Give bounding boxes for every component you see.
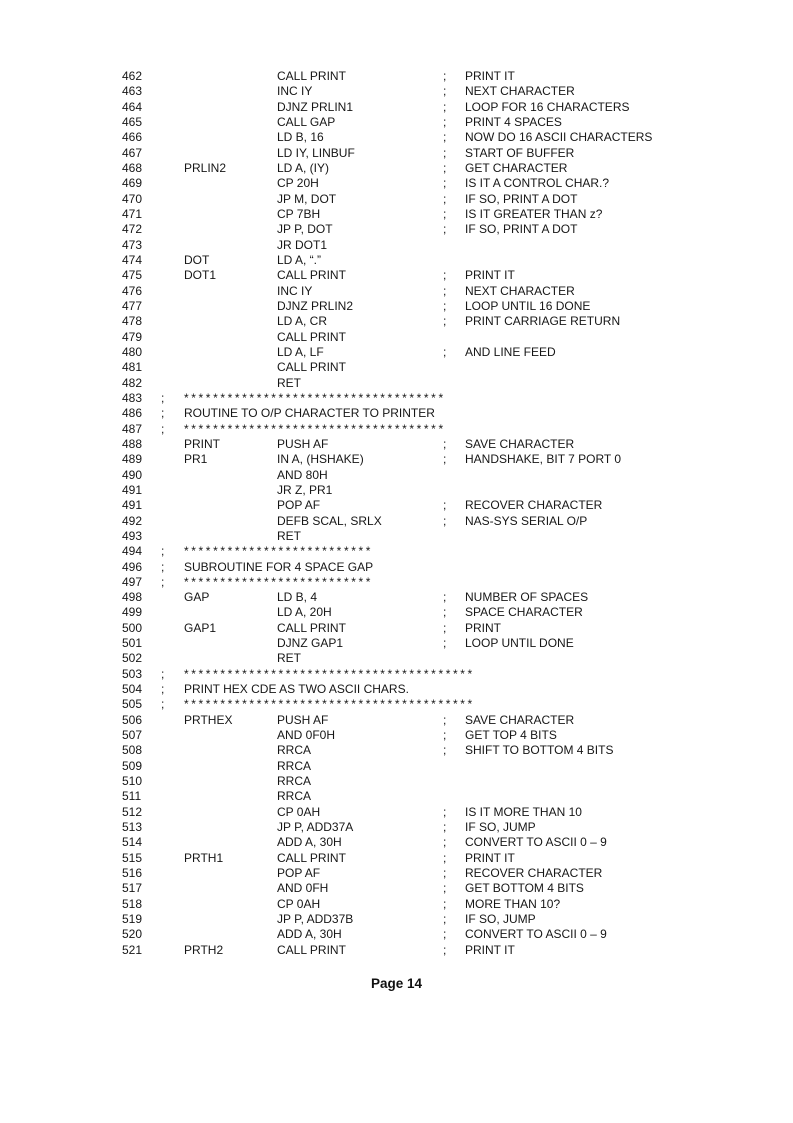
- comment-semicolon: ;: [443, 206, 447, 221]
- comment-divider: ************************************: [184, 421, 446, 436]
- line-number: 513: [122, 820, 143, 835]
- code-label: DOT: [184, 252, 210, 267]
- code-row: [0, 912, 793, 927]
- comment-text: RECOVER CHARACTER: [465, 498, 603, 513]
- comment-semicolon: ;: [443, 268, 447, 283]
- instruction: CALL PRINT: [277, 360, 346, 375]
- line-number: 489: [122, 452, 143, 467]
- line-number: 480: [122, 344, 143, 359]
- instruction: JP P, DOT: [277, 222, 333, 237]
- comment-semicolon: ;: [443, 314, 447, 329]
- instruction: CALL PRINT: [277, 268, 346, 283]
- comment-text: GET TOP 4 BITS: [465, 728, 557, 743]
- line-number: 469: [122, 176, 143, 191]
- code-row: [0, 820, 793, 835]
- line-number: 474: [122, 252, 143, 267]
- comment-semicolon: ;: [443, 145, 447, 160]
- instruction: ADD A, 30H: [277, 927, 342, 942]
- line-number: 494: [122, 544, 143, 559]
- instruction: CP 0AH: [277, 896, 321, 911]
- comment-text: PRINT CARRIAGE RETURN: [465, 314, 621, 329]
- line-number: 504: [122, 682, 143, 697]
- comment-semicolon: ;: [443, 820, 447, 835]
- code-row: [0, 69, 793, 84]
- assembly-code-listing: [0, 69, 793, 958]
- comment-title: PRINT HEX CDE AS TWO ASCII CHARS.: [184, 682, 409, 697]
- code-row: [0, 207, 793, 222]
- code-row: [0, 774, 793, 789]
- comment-semicolon: ;: [443, 436, 447, 451]
- code-row: [0, 881, 793, 896]
- comment-text: PRINT IT: [465, 942, 515, 957]
- code-row: [0, 927, 793, 942]
- line-number: 520: [122, 927, 143, 942]
- code-label: DOT1: [184, 268, 217, 283]
- code-row: [0, 621, 793, 636]
- instruction: IN A, (HSHAKE): [277, 452, 364, 467]
- comment-text: PRINT IT: [465, 268, 515, 283]
- line-number: 497: [122, 574, 143, 589]
- comment-semicolon: ;: [443, 84, 447, 99]
- comment-semicolon: ;: [161, 390, 165, 405]
- instruction: ADD A, 30H: [277, 835, 342, 850]
- code-row: [0, 468, 793, 483]
- line-number: 472: [122, 222, 143, 237]
- code-row: [0, 176, 793, 191]
- instruction: CALL PRINT: [277, 329, 346, 344]
- line-number: 502: [122, 651, 143, 666]
- comment-semicolon: ;: [443, 605, 447, 620]
- line-number: 511: [122, 789, 142, 804]
- instruction: LD A, 20H: [277, 605, 332, 620]
- instruction: LD A, CR: [277, 314, 328, 329]
- line-number: 521: [122, 942, 143, 957]
- code-row: [0, 789, 793, 804]
- comment-semicolon: ;: [161, 697, 165, 712]
- line-number: 507: [122, 728, 143, 743]
- comment-semicolon: ;: [161, 406, 165, 421]
- instruction: RRCA: [277, 758, 312, 773]
- comment-row: [0, 391, 793, 406]
- line-number: 506: [122, 712, 143, 727]
- line-number: 476: [122, 283, 143, 298]
- code-row: [0, 605, 793, 620]
- comment-semicolon: ;: [443, 69, 447, 83]
- line-number: 481: [122, 360, 143, 375]
- comment-semicolon: ;: [443, 99, 447, 114]
- comment-text: LOOP FOR 16 CHARACTERS: [465, 99, 630, 114]
- comment-semicolon: ;: [443, 498, 447, 513]
- code-row: [0, 851, 793, 866]
- comment-semicolon: ;: [161, 544, 165, 559]
- code-row: [0, 514, 793, 529]
- code-label: PRLIN2: [184, 160, 227, 175]
- comment-text: PRINT IT: [465, 69, 515, 83]
- comment-divider: **************************: [184, 574, 374, 589]
- line-number: 475: [122, 268, 143, 283]
- code-row: [0, 713, 793, 728]
- comment-row: [0, 544, 793, 559]
- comment-divider: ****************************************: [184, 666, 475, 681]
- code-label: GAP: [184, 590, 210, 605]
- code-row: [0, 84, 793, 99]
- line-number: 473: [122, 237, 143, 252]
- line-number: 490: [122, 467, 143, 482]
- instruction: INC IY: [277, 84, 313, 99]
- line-number: 483: [122, 390, 143, 405]
- instruction: RET: [277, 375, 301, 390]
- code-row: [0, 192, 793, 207]
- comment-semicolon: ;: [443, 344, 447, 359]
- code-row: [0, 161, 793, 176]
- comment-text: NEXT CHARACTER: [465, 84, 575, 99]
- instruction: JR Z, PR1: [277, 482, 333, 497]
- comment-divider: **************************: [184, 544, 374, 559]
- comment-semicolon: ;: [161, 421, 165, 436]
- code-row: [0, 759, 793, 774]
- instruction: AND 80H: [277, 467, 328, 482]
- comment-row: [0, 682, 793, 697]
- instruction: INC IY: [277, 283, 313, 298]
- instruction: RRCA: [277, 789, 312, 804]
- line-number: 493: [122, 528, 143, 543]
- code-row: [0, 115, 793, 130]
- comment-text: LOOP UNTIL 16 DONE: [465, 298, 591, 313]
- comment-semicolon: ;: [443, 222, 447, 237]
- comment-semicolon: ;: [443, 896, 447, 911]
- instruction: RET: [277, 651, 301, 666]
- instruction: LD IY, LINBUF: [277, 145, 355, 160]
- instruction: LD B, 4: [277, 590, 318, 605]
- code-label: PRTH2: [184, 942, 224, 957]
- code-row: [0, 146, 793, 161]
- comment-text: IF SO, JUMP: [465, 820, 536, 835]
- comment-text: SPACE CHARACTER: [465, 605, 583, 620]
- comment-semicolon: ;: [443, 850, 447, 865]
- comment-semicolon: ;: [443, 130, 447, 145]
- code-row: [0, 483, 793, 498]
- instruction: DEFB SCAL, SRLX: [277, 513, 382, 528]
- comment-text: HANDSHAKE, BIT 7 PORT 0: [465, 452, 622, 467]
- comment-text: SHIFT TO BOTTOM 4 BITS: [465, 743, 614, 758]
- comment-text: SAVE CHARACTER: [465, 712, 575, 727]
- instruction: PUSH AF: [277, 712, 329, 727]
- line-number: 491: [122, 482, 143, 497]
- code-row: [0, 376, 793, 391]
- line-number: 501: [122, 636, 143, 651]
- instruction: CALL PRINT: [277, 620, 346, 635]
- line-number: 509: [122, 758, 143, 773]
- comment-text: IF SO, PRINT A DOT: [465, 191, 578, 206]
- comment-text: RECOVER CHARACTER: [465, 866, 603, 881]
- comment-semicolon: ;: [443, 866, 447, 881]
- code-row: [0, 452, 793, 467]
- comment-semicolon: ;: [443, 942, 447, 957]
- line-number: 512: [122, 804, 143, 819]
- line-number: 477: [122, 298, 143, 313]
- line-number: 514: [122, 835, 143, 850]
- code-row: [0, 498, 793, 513]
- comment-text: IS IT MORE THAN 10: [465, 804, 582, 819]
- instruction: LD A, (IY): [277, 160, 330, 175]
- comment-semicolon: ;: [443, 452, 447, 467]
- comment-semicolon: ;: [443, 114, 447, 129]
- code-row: [0, 529, 793, 544]
- instruction: JP P, ADD37A: [277, 820, 354, 835]
- comment-text: START OF BUFFER: [465, 145, 575, 160]
- line-number: 470: [122, 191, 143, 206]
- line-number: 499: [122, 605, 143, 620]
- comment-semicolon: ;: [443, 927, 447, 942]
- code-row: [0, 345, 793, 360]
- comment-text: IS IT A CONTROL CHAR.?: [465, 176, 610, 191]
- comment-semicolon: ;: [443, 636, 447, 651]
- line-number: 492: [122, 513, 143, 528]
- instruction: POP AF: [277, 498, 321, 513]
- code-row: [0, 360, 793, 375]
- code-row: [0, 728, 793, 743]
- code-row: [0, 130, 793, 145]
- code-row: [0, 268, 793, 283]
- comment-semicolon: ;: [443, 160, 447, 175]
- code-row: [0, 330, 793, 345]
- instruction: AND 0F0H: [277, 728, 336, 743]
- instruction: JR DOT1: [277, 237, 328, 252]
- comment-semicolon: ;: [443, 835, 447, 850]
- comment-text: AND LINE FEED: [465, 344, 556, 359]
- comment-title: SUBROUTINE FOR 4 SPACE GAP: [184, 559, 374, 574]
- code-row: [0, 437, 793, 452]
- comment-text: NEXT CHARACTER: [465, 283, 575, 298]
- comment-semicolon: ;: [443, 191, 447, 206]
- line-number: 496: [122, 559, 143, 574]
- comment-text: GET BOTTOM 4 BITS: [465, 881, 584, 896]
- comment-text: NOW DO 16 ASCII CHARACTERS: [465, 130, 653, 145]
- line-number: 519: [122, 912, 143, 927]
- instruction: DJNZ PRLIN2: [277, 298, 354, 313]
- comment-semicolon: ;: [443, 912, 447, 927]
- instruction: LD B, 16: [277, 130, 324, 145]
- comment-semicolon: ;: [443, 620, 447, 635]
- code-row: [0, 314, 793, 329]
- line-number: 463: [122, 84, 143, 99]
- code-row: [0, 805, 793, 820]
- code-row: [0, 943, 793, 958]
- page-number: Page 14: [370, 976, 423, 991]
- comment-semicolon: ;: [443, 298, 447, 313]
- instruction: CALL PRINT: [277, 942, 346, 957]
- instruction: DJNZ PRLIN1: [277, 99, 354, 114]
- comment-semicolon: ;: [443, 743, 447, 758]
- comment-row: [0, 575, 793, 590]
- comment-text: NAS-SYS SERIAL O/P: [465, 513, 588, 528]
- comment-row: [0, 422, 793, 437]
- code-row: [0, 590, 793, 605]
- comment-divider: ************************************: [184, 390, 446, 405]
- line-number: 500: [122, 620, 143, 635]
- instruction: AND 0FH: [277, 881, 329, 896]
- instruction: RET: [277, 528, 301, 543]
- instruction: CP 7BH: [277, 206, 321, 221]
- line-number: 466: [122, 130, 143, 145]
- code-row: [0, 743, 793, 758]
- line-number: 510: [122, 774, 143, 789]
- line-number: 471: [122, 206, 143, 221]
- code-row: [0, 651, 793, 666]
- instruction: LD A, “.”: [277, 252, 322, 267]
- instruction: DJNZ GAP1: [277, 636, 344, 651]
- comment-text: PRINT IT: [465, 850, 515, 865]
- comment-semicolon: ;: [161, 682, 165, 697]
- comment-title: ROUTINE TO O/P CHARACTER TO PRINTER: [184, 406, 435, 421]
- comment-text: CONVERT TO ASCII 0 – 9: [465, 927, 607, 942]
- line-number: 486: [122, 406, 143, 421]
- comment-text: PRINT 4 SPACES: [465, 114, 562, 129]
- instruction: CP 0AH: [277, 804, 321, 819]
- comment-semicolon: ;: [443, 881, 447, 896]
- code-row: [0, 866, 793, 881]
- line-number: 467: [122, 145, 143, 160]
- comment-text: GET CHARACTER: [465, 160, 568, 175]
- instruction: CALL PRINT: [277, 850, 346, 865]
- line-number: 478: [122, 314, 143, 329]
- comment-semicolon: ;: [443, 712, 447, 727]
- code-row: [0, 299, 793, 314]
- code-label: PRINT: [184, 436, 220, 451]
- code-label: PRTH1: [184, 850, 224, 865]
- line-number: 468: [122, 160, 143, 175]
- instruction: PUSH AF: [277, 436, 329, 451]
- code-row: [0, 284, 793, 299]
- instruction: CP 20H: [277, 176, 319, 191]
- code-row: [0, 222, 793, 237]
- comment-text: PRINT: [465, 620, 501, 635]
- line-number: 516: [122, 866, 143, 881]
- line-number: 498: [122, 590, 143, 605]
- comment-text: CONVERT TO ASCII 0 – 9: [465, 835, 607, 850]
- comment-row: [0, 560, 793, 575]
- code-row: [0, 835, 793, 850]
- comment-semicolon: ;: [161, 559, 165, 574]
- code-row: [0, 897, 793, 912]
- line-number: 505: [122, 697, 143, 712]
- line-number: 465: [122, 114, 143, 129]
- comment-semicolon: ;: [443, 513, 447, 528]
- line-number: 462: [122, 69, 143, 83]
- comment-semicolon: ;: [443, 590, 447, 605]
- code-row: [0, 636, 793, 651]
- code-row: [0, 100, 793, 115]
- line-number: 518: [122, 896, 143, 911]
- comment-text: MORE THAN 10?: [465, 896, 561, 911]
- line-number: 515: [122, 850, 143, 865]
- code-row: [0, 253, 793, 268]
- instruction: LD A, LF: [277, 344, 324, 359]
- line-number: 482: [122, 375, 143, 390]
- comment-semicolon: ;: [443, 283, 447, 298]
- comment-row: [0, 406, 793, 421]
- comment-semicolon: ;: [443, 728, 447, 743]
- instruction: POP AF: [277, 866, 321, 881]
- comment-text: SAVE CHARACTER: [465, 436, 575, 451]
- comment-semicolon: ;: [161, 574, 165, 589]
- line-number: 487: [122, 421, 143, 436]
- comment-text: NUMBER OF SPACES: [465, 590, 589, 605]
- line-number: 464: [122, 99, 143, 114]
- line-number: 479: [122, 329, 143, 344]
- line-number: 491: [122, 498, 143, 513]
- comment-semicolon: ;: [161, 666, 165, 681]
- line-number: 503: [122, 666, 143, 681]
- line-number: 517: [122, 881, 143, 896]
- instruction: RRCA: [277, 743, 312, 758]
- line-number: 488: [122, 436, 143, 451]
- code-label: GAP1: [184, 620, 217, 635]
- comment-text: LOOP UNTIL DONE: [465, 636, 574, 651]
- comment-text: IF SO, PRINT A DOT: [465, 222, 578, 237]
- instruction: CALL PRINT: [277, 69, 346, 83]
- comment-semicolon: ;: [443, 804, 447, 819]
- comment-row: [0, 667, 793, 682]
- instruction: RRCA: [277, 774, 312, 789]
- comment-divider: ****************************************: [184, 697, 475, 712]
- comment-text: IF SO, JUMP: [465, 912, 536, 927]
- comment-semicolon: ;: [443, 176, 447, 191]
- code-label: PRTHEX: [184, 712, 233, 727]
- comment-text: IS IT GREATER THAN z?: [465, 206, 603, 221]
- comment-row: [0, 697, 793, 712]
- line-number: 508: [122, 743, 143, 758]
- instruction: CALL GAP: [277, 114, 336, 129]
- code-row: [0, 238, 793, 253]
- instruction: JP M, DOT: [277, 191, 337, 206]
- code-label: PR1: [184, 452, 208, 467]
- instruction: JP P, ADD37B: [277, 912, 354, 927]
